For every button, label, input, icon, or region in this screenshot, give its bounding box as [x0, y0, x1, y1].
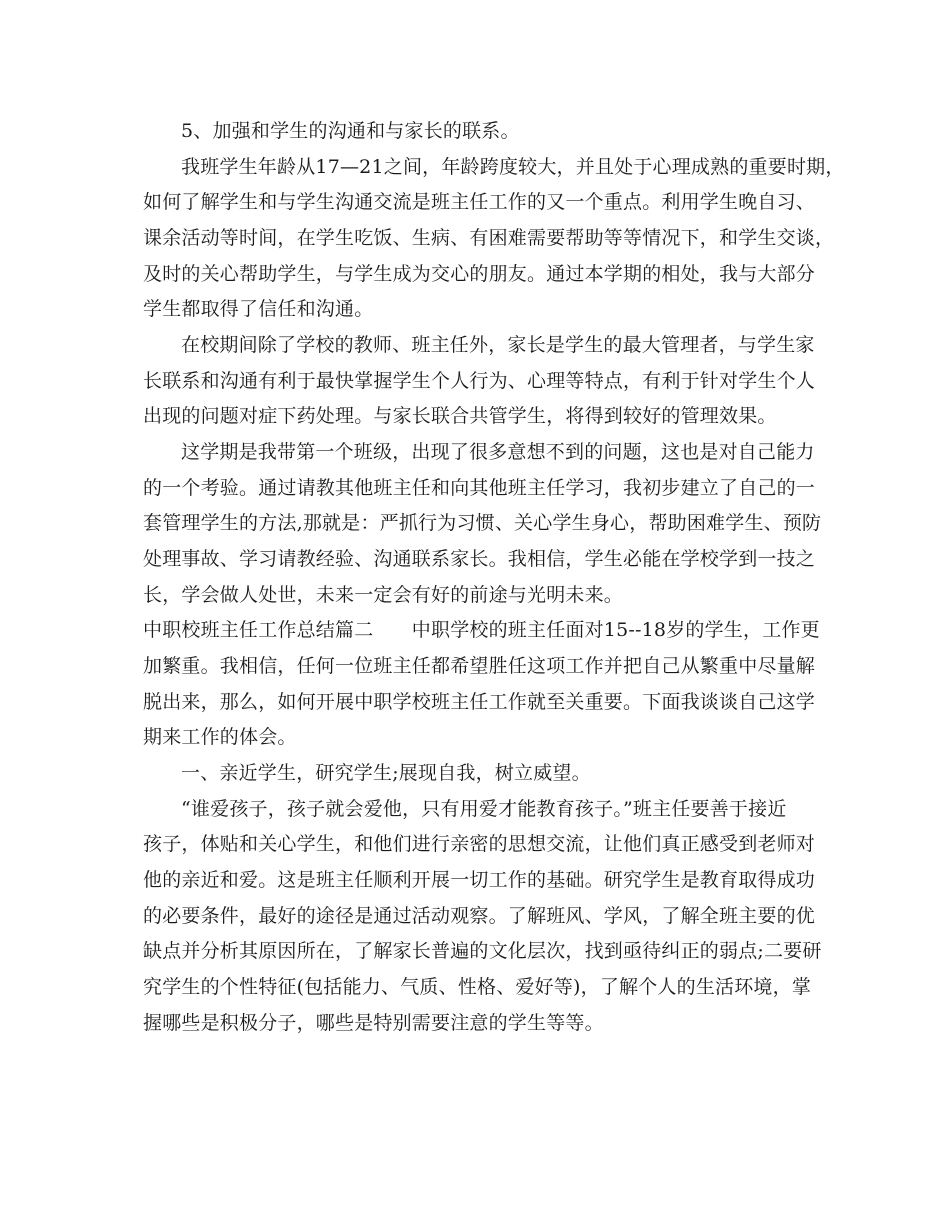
text-line: 一、亲近学生，研究学生;展现自我，树立威望。	[181, 762, 591, 784]
text-line: 的必要条件，最好的途径是通过活动观察。了解班风、学风，了解全班主要的优	[143, 905, 816, 927]
text-line: 出现的问题对症下药处理。与家长联合共管学生，将得到较好的管理效果。	[143, 405, 777, 427]
text-line: 握哪些是积极分子，哪些是特别需要注意的学生等等。	[143, 1012, 604, 1034]
text-line: 长，学会做人处世，未来一定会有好的前途与光明未来。	[143, 584, 624, 606]
text-line: 期来工作的体会。	[143, 726, 297, 748]
text-line: 在校期间除了学校的教师、班主任外，家长是学生的最大管理者，与学生家	[181, 334, 815, 356]
text-line: 如何了解学生和与学生沟通交流是班主任工作的又一个重点。利用学生晚自习、	[143, 191, 816, 213]
text-line: 我班学生年龄从17—21之间，年龄跨度较大，并且处于心理成熟的重要时期，	[181, 156, 845, 178]
text-line: 处理事故、学习请教经验、沟通联系家长。我相信，学生必能在学校学到一技之	[143, 548, 816, 570]
text-line: “谁爱孩子，孩子就会爱他，只有用爱才能教育孩子。”班主任要善于接近	[181, 798, 787, 820]
text-line: 加繁重。我相信，任何一位班主任都希望胜任这项工作并把自己从繁重中尽量解	[143, 655, 816, 677]
text-line: 他的亲近和爱。这是班主任顺利开展一切工作的基础。研究学生是教育取得成功	[143, 869, 816, 891]
text-line: 5、加强和学生的沟通和与家长的联系。	[181, 120, 520, 142]
text-line: 长联系和沟通有利于最快掌握学生个人行为、心理等特点，有利于针对学生个人	[143, 370, 816, 392]
text-line: 的一个考验。通过请教其他班主任和向其他班主任学习，我初步建立了自己的一	[143, 477, 816, 499]
text-line: 课余活动等时间，在学生吃饭、生病、有困难需要帮助等等情况下，和学生交谈，	[143, 227, 835, 249]
text-line: 缺点并分析其原因所在，了解家长普遍的文化层次，找到亟待纠正的弱点;二要研	[143, 940, 822, 962]
text-line: 及时的关心帮助学生，与学生成为交心的朋友。通过本学期的相处，我与大部分	[143, 263, 816, 285]
text-line: 这学期是我带第一个班级，出现了很多意想不到的问题，这也是对自己能力	[181, 441, 815, 463]
text-line: 究学生的个性特征(包括能力、气质、性格、爱好等)，了解个人的生活环境，掌	[143, 976, 812, 998]
text-line: 脱出来，那么，如何开展中职学校班主任工作就至关重要。下面我谈谈自己这学	[143, 691, 816, 713]
text-line: 学生都取得了信任和沟通。	[143, 298, 374, 320]
text-line: 孩子，体贴和关心学生，和他们进行亲密的思想交流，让他们真正感受到老师对	[143, 833, 816, 855]
text-line: 套管理学生的方法,那就是：严抓行为习惯、关心学生身心，帮助困难学生、预防	[143, 512, 822, 534]
text-line: 中职校班主任工作总结篇二 中职学校的班主任面对15--18岁的学生，工作更	[143, 619, 820, 641]
